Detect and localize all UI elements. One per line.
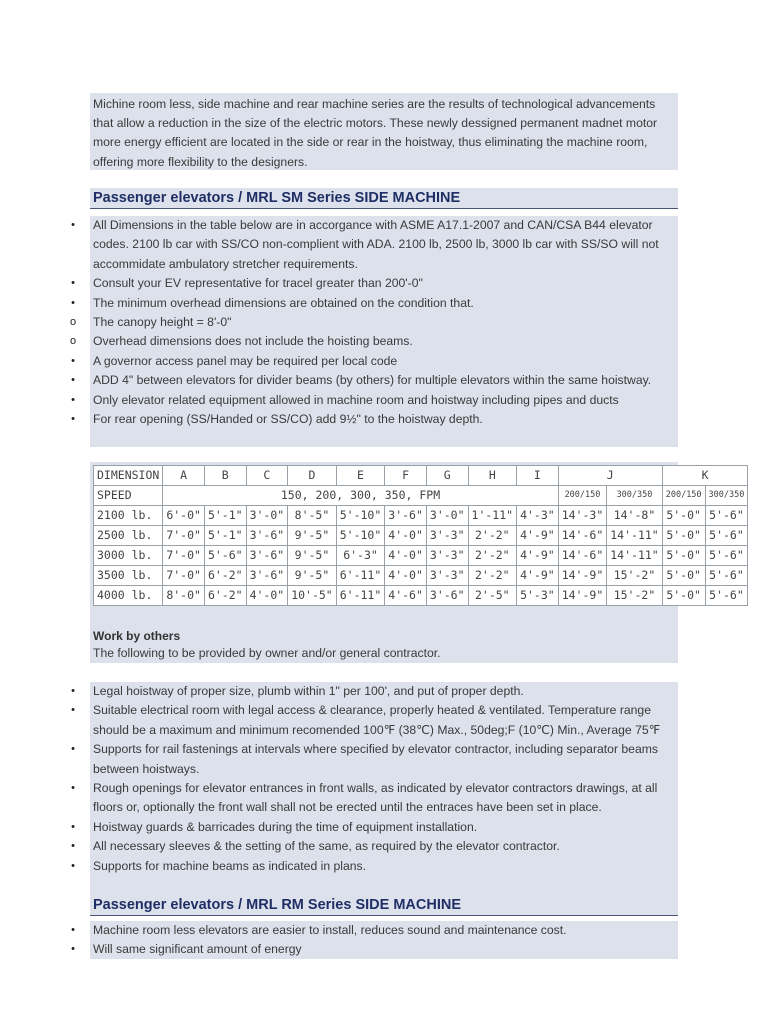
table-cell: 7'-0" [163, 566, 205, 586]
table-cell: 10'-5" [288, 586, 337, 606]
work-by-others-block [90, 622, 678, 663]
column-header: B [204, 466, 246, 486]
list-item-text: Only elevator related equipment allowed in machine room and hoistway including pipes and ducts [93, 392, 619, 407]
table-cell: 5'-6" [705, 566, 748, 586]
table-cell: 2'-2" [468, 566, 517, 586]
column-header: K [662, 466, 748, 486]
bullet-icon: • [71, 840, 75, 853]
list-item [71, 701, 678, 740]
bullet-icon: • [71, 685, 75, 697]
bullet-icon: • [71, 924, 75, 936]
list-item [69, 313, 678, 332]
table-cell: 5'-0" [662, 526, 705, 546]
table-cell: 14'-3" [558, 506, 607, 526]
list-item-text: The canopy height = 8'-0" [93, 315, 232, 330]
bullet-icon: • [71, 704, 75, 717]
row-label: 2100 lb. [94, 506, 163, 526]
table-cell: 5'-0" [662, 586, 705, 606]
bullet-icon: • [71, 743, 75, 756]
table-cell: 14'-11" [607, 526, 662, 546]
list-item-text: Legal hoistway of proper size, plumb within 1" per 100', and put of proper depth. [93, 684, 524, 698]
speed-label: SPEED [94, 486, 163, 506]
table-cell: 9'-5" [288, 566, 337, 586]
table-cell: 2'-2" [468, 546, 517, 566]
table-cell: 5'-3" [517, 586, 559, 606]
sub-header: 200/150 [558, 486, 607, 506]
table-cell: 5'-6" [705, 586, 748, 606]
table-row [94, 526, 748, 546]
table-cell: 14'-9" [558, 566, 607, 586]
table-cell: 3'-3" [426, 526, 468, 546]
list-item [71, 682, 678, 701]
table-cell: 14'-9" [558, 586, 607, 606]
table-cell: 14'-8" [607, 506, 662, 526]
table-cell: 3'-0" [246, 506, 288, 526]
table-cell: 8'-0" [163, 586, 205, 606]
bullet-icon: • [71, 219, 75, 231]
column-header: G [426, 466, 468, 486]
dimension-label: DIMENSION [94, 466, 163, 486]
table-cell: 3'-0" [426, 506, 468, 526]
column-header: I [517, 466, 559, 486]
table-cell: 6'-2" [204, 586, 246, 606]
list-item-text: Overhead dimensions does not include the hoisting beams. [93, 334, 413, 349]
table-cell: 4'-6" [385, 586, 427, 606]
table-cell: 4'-9" [517, 546, 559, 566]
section-heading-sm [90, 188, 678, 209]
row-label: 3500 lb. [94, 566, 163, 586]
bullet-icon: • [71, 413, 75, 426]
list-item-text: Hoistway guards & barricades during the time of equipment installation. [93, 819, 478, 834]
list-item-text: Consult your EV representative for tracel greater than 200'-0" [93, 276, 423, 291]
column-header: F [385, 466, 427, 486]
bullet-icon: • [71, 820, 75, 833]
list-item [71, 274, 678, 293]
circle-bullet-icon: o [69, 335, 77, 348]
speed-value: 150, 200, 300, 350, FPM [163, 486, 558, 506]
table-cell: 4'-0" [246, 586, 288, 606]
list-item-text: Supports for rail fastenings at intervals where specified by elevator contractor, including separator beams between hoistways. [93, 742, 658, 776]
table-cell: 7'-0" [163, 546, 205, 566]
bullet-icon: • [71, 296, 75, 309]
work-description: The following to be provided by owner and/or general contractor. [93, 646, 441, 660]
intro-text: Michine room less, side machine and rear machine series are the results of technological advancements that allow a reduction in the size of the electric motors. These newly dessigned permanent madnet motor more energy efficient are located in the side or rear in the hoistway, thus eliminating the machine room, offering more flexibility to the designers. [93, 97, 658, 169]
table-cell: 15'-2" [607, 586, 662, 606]
rm-benefits-list [71, 921, 678, 959]
table-cell: 15'-2" [607, 566, 662, 586]
list-item [71, 352, 678, 371]
table-cell: 4'-0" [385, 526, 427, 546]
work-title: Work by others [93, 629, 181, 643]
bullet-icon: • [71, 782, 75, 795]
column-header: E [336, 466, 385, 486]
table-cell: 3'-3" [426, 546, 468, 566]
sub-header: 300/350 [607, 486, 662, 506]
table-cell: 7'-0" [163, 526, 205, 546]
list-item [71, 391, 678, 410]
intro-block [90, 93, 678, 170]
bullet-icon: • [71, 354, 75, 367]
table-cell: 5'-1" [204, 506, 246, 526]
table-cell: 14'-6" [558, 526, 607, 546]
section-title: Passenger elevators / MRL SM Series SIDE MACHINE [93, 190, 461, 206]
table-cell: 4'-9" [517, 566, 559, 586]
column-header: H [468, 466, 517, 486]
table-cell: 5'-10" [336, 526, 385, 546]
table-cell: 5'-0" [662, 506, 705, 526]
table-cell: 3'-6" [246, 526, 288, 546]
row-label: 3000 lb. [94, 546, 163, 566]
table-cell: 3'-6" [246, 546, 288, 566]
list-item-text: Suitable electrical room with legal access & clearance, properly heated & ventilated. Temperature range should be a maximum and minimum recomended 100℉ (38℃) Max., 50deg;F (10℃) Min., Average 75℉ [93, 703, 661, 737]
section-heading-rm [90, 895, 678, 916]
table-cell: 1'-11" [468, 506, 517, 526]
table-cell: 5'-0" [662, 546, 705, 566]
bullet-icon: • [71, 277, 75, 290]
section-title: Passenger elevators / MRL RM Series SIDE MACHINE [93, 897, 461, 913]
list-item-text: Rough openings for elevator entrances in front walls, as indicated by elevator contractors drawings, at all floors or, optionally the front wall shall not be erected until the entraces have been set in place. [93, 781, 658, 815]
table-cell: 6'-11" [336, 566, 385, 586]
table-cell: 6'-11" [336, 586, 385, 606]
list-item [69, 332, 678, 351]
table-cell: 3'-6" [246, 566, 288, 586]
list-item [71, 779, 678, 818]
dimension-table [93, 465, 748, 606]
column-header: D [288, 466, 337, 486]
table-row [94, 506, 748, 526]
table-cell: 9'-5" [288, 526, 337, 546]
list-item [71, 294, 678, 313]
table-cell: 3'-3" [426, 566, 468, 586]
table-cell: 14'-11" [607, 546, 662, 566]
row-label: 4000 lb. [94, 586, 163, 606]
bullet-icon: • [71, 859, 75, 872]
list-item-text: Supports for machine beams as indicated in plans. [93, 858, 367, 873]
table-cell: 4'-0" [385, 546, 427, 566]
table-row [94, 546, 748, 566]
table-cell: 4'-0" [385, 566, 427, 586]
row-label: 2500 lb. [94, 526, 163, 546]
list-item-text: ADD 4" between elevators for divider beams (by others) for multiple elevators within the same hoistway. [93, 373, 652, 388]
list-item-text: Will same significant amount of energy [93, 942, 302, 957]
table-cell: 5'-1" [204, 526, 246, 546]
table-cell: 6'-0" [163, 506, 205, 526]
list-item [71, 857, 678, 876]
list-item [71, 818, 678, 837]
requirements-list [69, 216, 678, 447]
owner-requirements-list [71, 682, 678, 896]
speed-row [94, 486, 748, 506]
column-header: A [163, 466, 205, 486]
list-item [71, 940, 678, 959]
table-cell: 5'-0" [662, 566, 705, 586]
table-cell: 6'-3" [336, 546, 385, 566]
table-cell: 8'-5" [288, 506, 337, 526]
bullet-icon: • [71, 943, 75, 956]
table-row [94, 586, 748, 606]
list-item [71, 740, 678, 779]
list-item-text: Machine room less elevators are easier to install, reduces sound and maintenance cost. [93, 923, 567, 937]
table-row [94, 566, 748, 586]
table-cell: 5'-6" [705, 526, 748, 546]
column-header: C [246, 466, 288, 486]
bullet-icon: • [71, 393, 75, 406]
list-item-text: The minimum overhead dimensions are obtained on the condition that. [93, 295, 474, 310]
table-cell: 14'-6" [558, 546, 607, 566]
table-cell: 5'-6" [204, 546, 246, 566]
sub-header: 200/150 [662, 486, 705, 506]
list-item-text: All necessary sleeves & the setting of the same, as required by the elevator contractor. [93, 839, 560, 854]
list-item-text: A governor access panel may be required per local code [93, 353, 398, 368]
bullet-icon: • [71, 374, 75, 387]
sub-header: 300/350 [705, 486, 748, 506]
list-item-text: All Dimensions in the table below are in accorgance with ASME A17.1-2007 and CAN/CSA B44 elevator codes. 2100 lb car with SS/CO non-complient with ADA. 2100 lb, 2500 lb, 3000 lb car with SS/SO will not accommidate ambulatory stretcher requirements. [93, 218, 659, 271]
table-cell: 5'-6" [705, 506, 748, 526]
list-item-text: For rear opening (SS/Handed or SS/CO) add 9½" to the hoistway depth. [93, 412, 483, 427]
list-item [71, 921, 678, 940]
table-cell: 5'-6" [705, 546, 748, 566]
column-header: J [558, 466, 662, 486]
list-item [71, 837, 678, 856]
table-cell: 4'-9" [517, 526, 559, 546]
table-cell: 4'-3" [517, 506, 559, 526]
list-item [71, 371, 678, 390]
table-cell: 9'-5" [288, 546, 337, 566]
list-item [71, 216, 678, 274]
list-item [71, 410, 678, 429]
table-header-row [94, 466, 748, 486]
table-cell: 5'-10" [336, 506, 385, 526]
table-cell: 2'-5" [468, 586, 517, 606]
table-cell: 6'-2" [204, 566, 246, 586]
table-cell: 3'-6" [385, 506, 427, 526]
table-cell: 2'-2" [468, 526, 517, 546]
circle-bullet-icon: o [69, 316, 77, 329]
table-cell: 3'-6" [426, 586, 468, 606]
